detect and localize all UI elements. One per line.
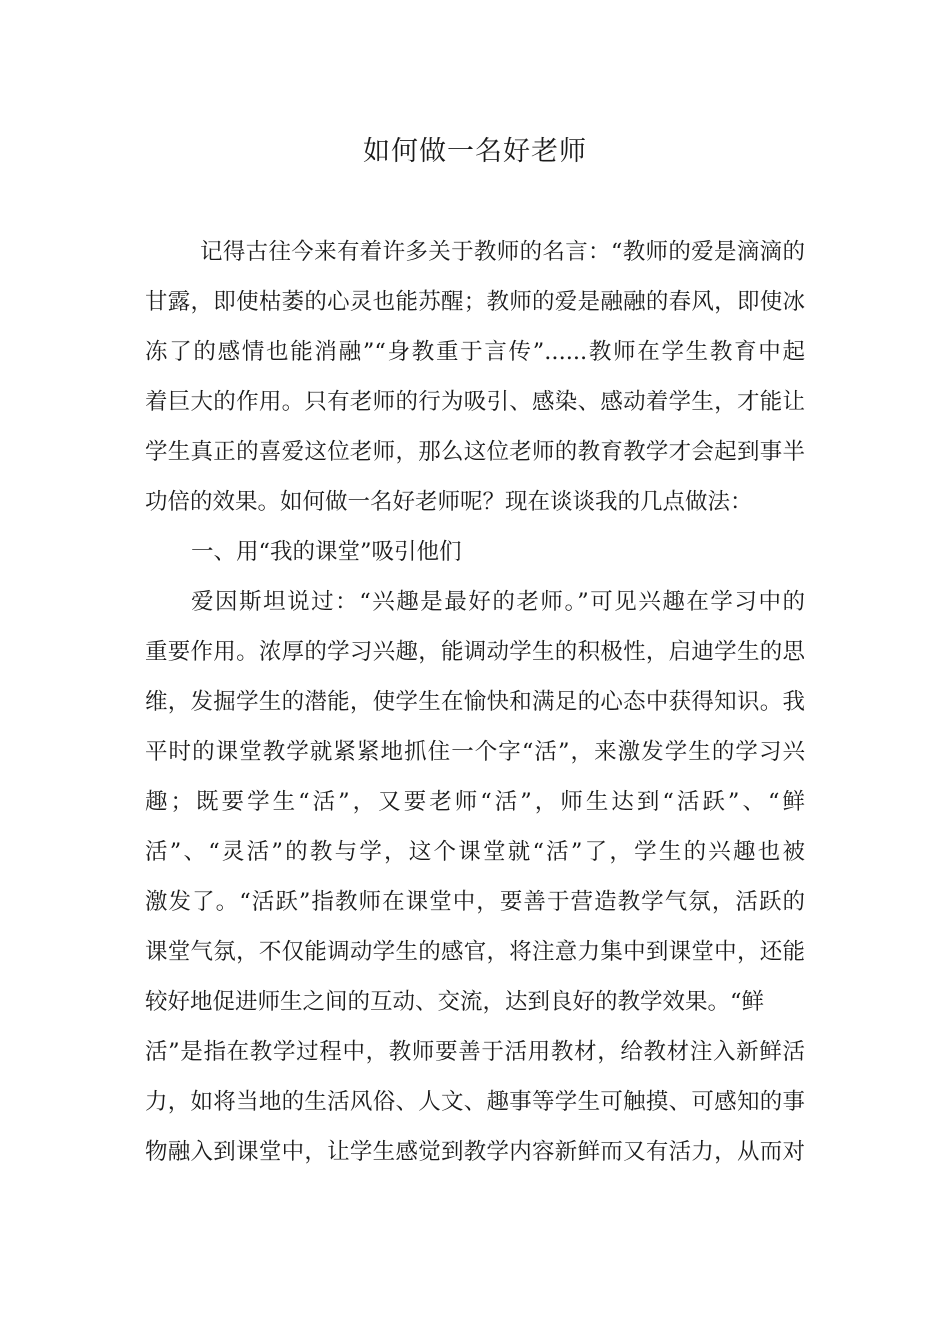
document-title: 如何做一名好老师 (363, 136, 587, 167)
paragraph-line: 平时的课堂教学就紧紧地抓住一个字“活”，来激发学生的学习兴 (145, 739, 805, 765)
document-body (145, 227, 805, 1177)
section-heading: 一、用“我的课堂”吸引他们 (191, 539, 462, 565)
paragraph-line: 激发了。“活跃”指教师在课堂中，要善于营造教学气氛，活跃的 (145, 889, 805, 915)
paragraph-line: 活”是指在教学过程中，教师要善于活用教材，给教材注入新鲜活 (145, 1039, 805, 1065)
paragraph-line: 爱因斯坦说过：“兴趣是最好的老师。”可见兴趣在学习中的 (191, 589, 805, 615)
paragraph-line: 冻了的感情也能消融”“身教重于言传”......教师在学生教育中起 (145, 339, 805, 365)
paragraph-line: 力，如将当地的生活风俗、人文、趣事等学生可触摸、可感知的事 (145, 1089, 805, 1115)
paragraph-line: 较好地促进师生之间的互动、交流，达到良好的教学效果。“鲜 (145, 989, 765, 1015)
paragraph-line: 重要作用。浓厚的学习兴趣，能调动学生的积极性，启迪学生的思 (145, 639, 805, 665)
paragraph-line: 功倍的效果。如何做一名好老师呢？现在谈谈我的几点做法： (145, 489, 753, 515)
paragraph-line: 活”、“灵活”的教与学，这个课堂就“活”了，学生的兴趣也被 (145, 839, 805, 865)
paragraph-line: 记得古往今来有着许多关于教师的名言：“教师的爱是滴滴的 (200, 239, 805, 265)
paragraph-line: 趣；既要学生“活”，又要老师“活”，师生达到“活跃”、“鲜 (145, 789, 805, 815)
paragraph-line: 物融入到课堂中，让学生感觉到教学内容新鲜而又有活力，从而对 (145, 1139, 805, 1165)
paragraph-line: 学生真正的喜爱这位老师，那么这位老师的教育教学才会起到事半 (145, 439, 805, 465)
paragraph-line: 课堂气氛，不仅能调动学生的感官，将注意力集中到课堂中，还能 (145, 939, 805, 965)
paragraph-line: 甘露，即使枯萎的心灵也能苏醒；教师的爱是融融的春风，即使冰 (145, 289, 805, 315)
paragraph-line: 着巨大的作用。只有老师的行为吸引、感染、感动着学生，才能让 (145, 389, 805, 415)
paragraph-line: 维，发掘学生的潜能，使学生在愉快和满足的心态中获得知识。我 (145, 689, 805, 715)
